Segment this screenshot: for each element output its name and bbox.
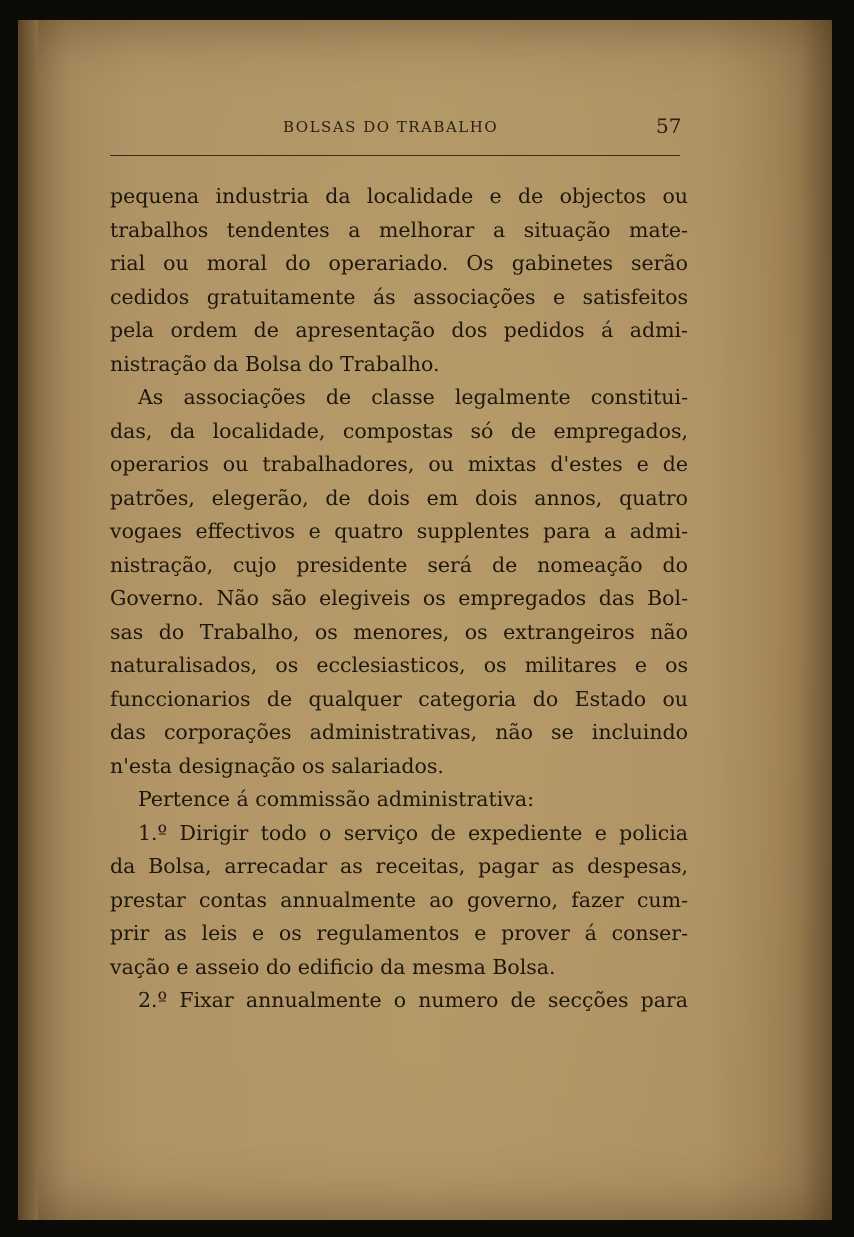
text-line: prestar contas annualmente ao governo, fazer cum- bbox=[110, 887, 688, 912]
text-line: sas do Trabalho, os menores, os extrangeiros não bbox=[110, 619, 688, 644]
page-header bbox=[18, 116, 832, 140]
text-line: 2.º Fixar annualmente o numero de secções para bbox=[138, 988, 688, 1012]
text-line: prir as leis e os regulamentos e prover á conser- bbox=[110, 921, 688, 945]
text-line: cedidos gratuitamente ás associações e satisfeitos bbox=[110, 284, 688, 309]
binding-gutter bbox=[18, 20, 38, 1220]
text-line: das corporações administrativas, não se incluindo bbox=[110, 720, 688, 744]
text-line: Pertence á commissão administrativa: bbox=[138, 787, 535, 811]
text-line: vação e asseio do edificio da mesma Bolsa. bbox=[110, 954, 556, 979]
page-number: 57 bbox=[656, 114, 682, 138]
text-line: das, da localidade, compostas só de empregados, bbox=[110, 418, 688, 443]
running-title: BOLSAS DO TRABALHO bbox=[283, 118, 499, 136]
text-line: rial ou moral do operariado. Os gabinetes serão bbox=[110, 251, 688, 275]
text-line: As associações de classe legalmente constitui- bbox=[138, 385, 688, 409]
text-line: operarios ou trabalhadores, ou mixtas d'estes e de bbox=[110, 452, 688, 476]
text-line: funccionarios de qualquer categoria do Estado ou bbox=[110, 686, 688, 711]
text-line: trabalhos tendentes a melhorar a situação mate- bbox=[110, 217, 688, 242]
body-text bbox=[110, 180, 688, 1018]
text-line: vogaes effectivos e quatro supplentes para a admi- bbox=[110, 519, 688, 543]
text-line: nistração da Bolsa do Trabalho. bbox=[110, 351, 440, 376]
text-line: patrões, elegerão, de dois em dois annos, quatro bbox=[110, 485, 688, 510]
text-line: nistração, cujo presidente será de nomeação do bbox=[110, 552, 688, 577]
text-line: Governo. Não são elegiveis os empregados das Bol- bbox=[110, 586, 688, 610]
header-rule bbox=[110, 155, 680, 156]
text-line: pequena industria da localidade e de objectos ou bbox=[110, 184, 688, 208]
text-line: naturalisados, os ecclesiasticos, os militares e os bbox=[110, 653, 688, 677]
text-line: n'esta designação os salariados. bbox=[110, 753, 444, 778]
text-line: pela ordem de apresentação dos pedidos á admi- bbox=[110, 318, 688, 342]
text-line: da Bolsa, arrecadar as receitas, pagar as despesas, bbox=[110, 854, 688, 878]
text-line: 1.º Dirigir todo o serviço de expediente e policia bbox=[138, 820, 688, 845]
book-page bbox=[18, 20, 832, 1220]
